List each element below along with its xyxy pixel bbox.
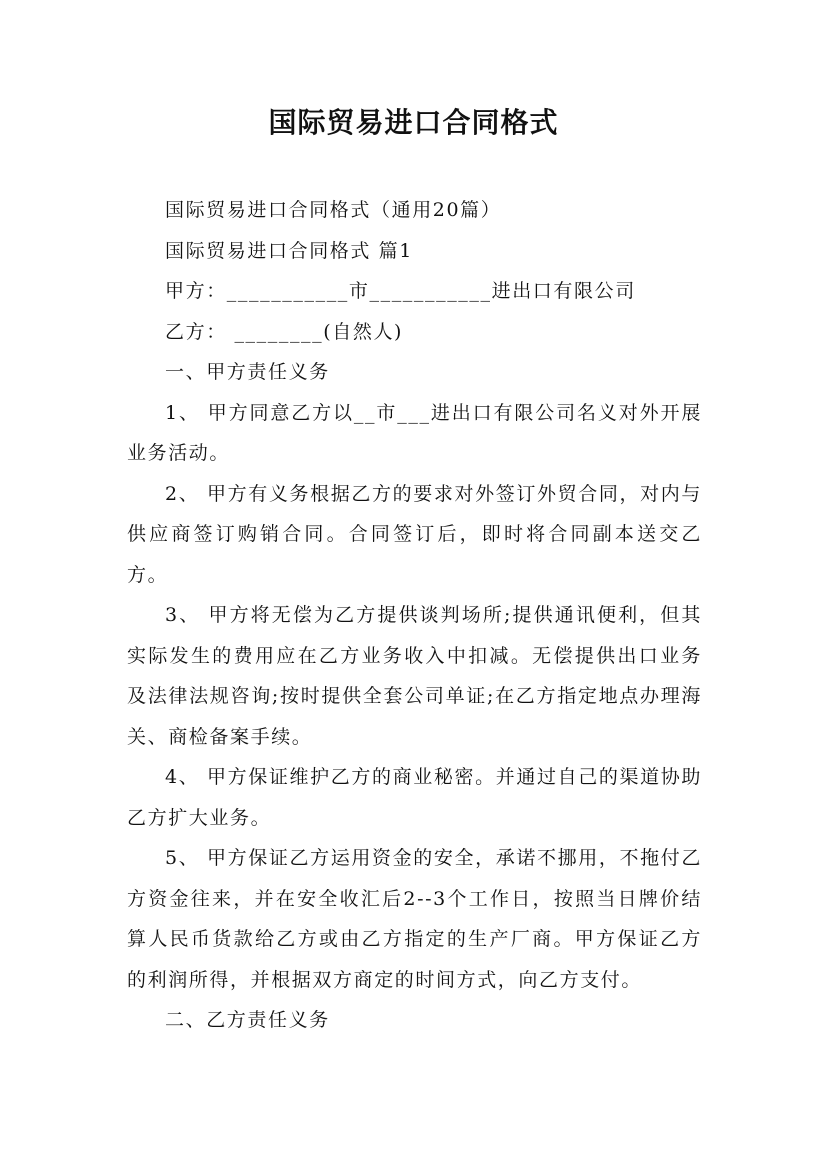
paragraph-section-heading: 国际贸易进口合同格式 篇1 — [165, 239, 413, 262]
paragraph-subtitle: 国际贸易进口合同格式（通用20篇） — [165, 199, 502, 221]
paragraph-clause-4: 4、 甲方保证维护乙方的商业秘密。并通过自己的渠道协助乙方扩大业务。 — [127, 766, 702, 829]
document-body — [127, 190, 702, 1041]
paragraph-party-b: 乙方： ________(自然人) — [165, 320, 404, 343]
paragraph-party-a: 甲方：___________市___________进出口有限公司 — [165, 280, 636, 302]
paragraph-party-b-duties-heading: 二、乙方责任义务 — [165, 1009, 330, 1031]
paragraph-clause-5: 5、 甲方保证乙方运用资金的安全，承诺不挪用，不拖付乙方资金往来，并在安全收汇后2--3个工作日，按照当日牌价结算人民币货款给乙方或由乙方指定的生产厂商。甲方保证乙方的利润所得，并根据双方商定的时间方式，向乙方支付。 — [127, 847, 702, 991]
paragraph-clause-2: 2、 甲方有义务根据乙方的要求对外签订外贸合同，对内与供应商签订购销合同。合同签订后，即时将合同副本送交乙方。 — [127, 482, 702, 586]
paragraph-party-a-duties-heading: 一、甲方责任义务 — [165, 361, 330, 383]
document-title: 国际贸易进口合同格式 — [268, 106, 559, 139]
paragraph-clause-1: 1、 甲方同意乙方以__市___进出口有限公司名义对外开展业务活动。 — [127, 401, 702, 464]
paragraph-clause-3: 3、 甲方将无偿为乙方提供谈判场所;提供通讯便利，但其实际发生的费用应在乙方业务收入中扣减。无偿提供出口业务及法律法规咨询;按时提供全套公司单证;在乙方指定地点办理海关、商检备案手续。 — [127, 604, 702, 748]
